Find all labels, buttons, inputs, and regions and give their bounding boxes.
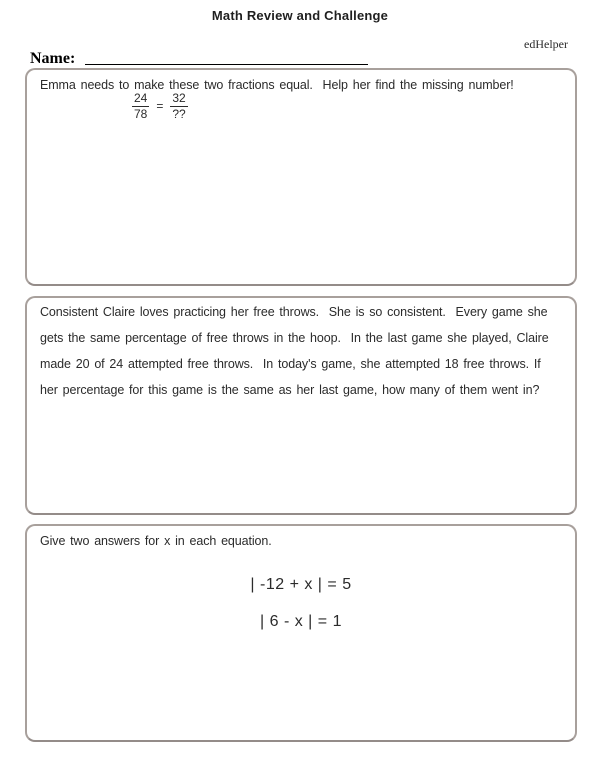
problem-2-line: Consistent Claire loves practicing her free throws. She is so consistent. Every game she bbox=[40, 305, 548, 319]
fraction-right bbox=[170, 92, 187, 120]
name-label: Name: bbox=[30, 50, 76, 67]
problem-1-prompt: Emma needs to make these two fractions equal. Help her find the missing number! bbox=[40, 78, 514, 92]
problem-3-prompt: Give two answers for x in each equation. bbox=[40, 534, 272, 548]
problem-box-fractions bbox=[25, 68, 577, 286]
absolute-value-equation: | -12 + x | = 5 bbox=[250, 576, 352, 593]
problem-box-free-throws bbox=[25, 296, 577, 515]
problem-2-line: her percentage for this game is the same as her last game, how many of them went in? bbox=[40, 383, 540, 397]
fraction-left-numerator: 24 bbox=[134, 91, 148, 105]
problem-2-line: gets the same percentage of free throws in the hoop. In the last game she played, Claire bbox=[40, 331, 549, 345]
problem-2-line: made 20 of 24 attempted free throws. In today's game, she attempted 18 free throws. If bbox=[40, 357, 541, 371]
fraction-left-denominator: 78 bbox=[134, 106, 148, 121]
fraction-right-numerator: 32 bbox=[172, 91, 186, 105]
fraction-right-denominator: ?? bbox=[172, 106, 186, 121]
fraction-left bbox=[132, 92, 149, 120]
fraction-equation bbox=[132, 92, 188, 120]
equals-sign: = bbox=[156, 99, 164, 114]
name-blank-line bbox=[85, 64, 368, 65]
page-title: Math Review and Challenge bbox=[211, 8, 389, 23]
absolute-value-equation: | 6 - x | = 1 bbox=[260, 613, 342, 630]
brand-logo-text: edHelper bbox=[524, 37, 568, 51]
problem-box-equations bbox=[25, 524, 577, 742]
